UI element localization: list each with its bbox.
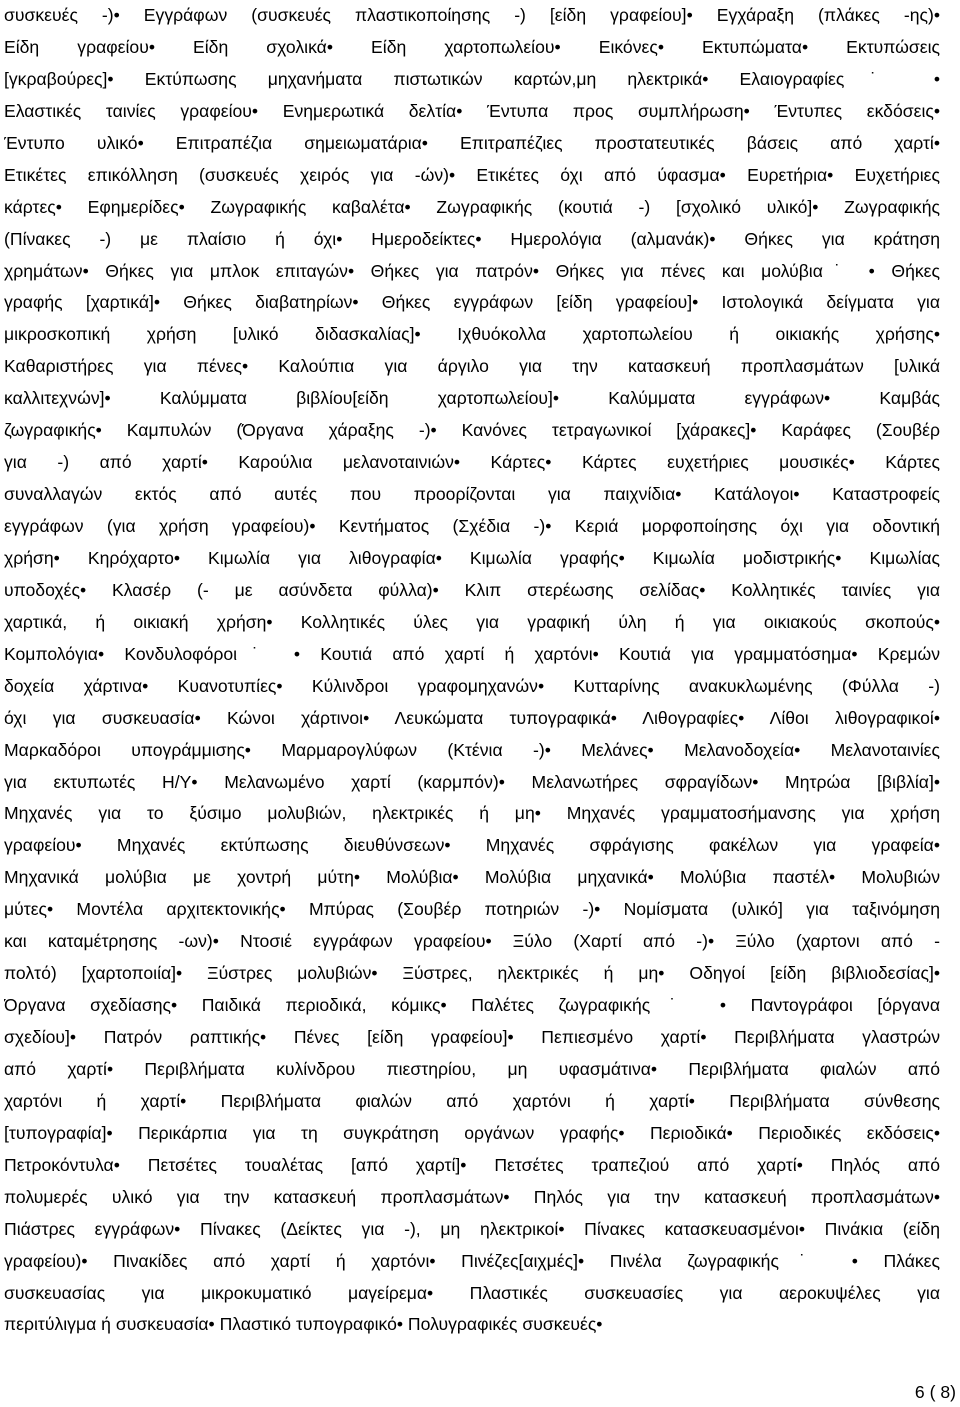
text-line: γραφής [χαρτικά]• Θήκες διαβατηρίων• Θήκες εγγράφων [είδη γραφείου]• Ιστολογικά δείγματα για: [4, 292, 940, 313]
text-line: καλλιτεχνών]• Καλύμματα βιβλίου[είδη χαρτοπωλείου]• Καλύμματα εγγράφων• Καμβάς: [4, 388, 940, 409]
page-number: 6 ( 8): [914, 1382, 956, 1402]
text-line: συσκευασίας για μικροκυματικό μαγείρεμα• Πλαστικές συσκευασίες για αεροκυψέλες για: [4, 1282, 940, 1303]
text-line: από χαρτί• Περιβλήματα κυλίνδρου πιεστηρίου, μη υφασμάτινα• Περιβλήματα φιαλών από: [4, 1058, 940, 1079]
text-line: [τυπογραφία]• Περικάρπια για τη συγκράτηση οργάνων γραφής• Περιοδικά• Περιοδικές εκδόσεις•: [4, 1122, 940, 1143]
text-line: Όργανα σχεδίασης• Παιδικά περιοδικά, κόμικς• Παλέτες ζωγραφικής˙ • Παντογράφοι [όργανα: [4, 995, 940, 1016]
text-line: ζωγραφικής• Καμπυλών (Όργανα χάραξης -)• Κανόνες τετραγωνικοί [χάρακες]• Καράφες (Σουβέρ: [4, 420, 940, 441]
text-line: πολυμερές υλικό για την κατασκευή προπλασμάτων• Πηλός για την κατασκευή προπλασμάτων•: [4, 1186, 940, 1207]
text-line: γραφείου• Μηχανές εκτύπωσης διευθύνσεων• Μηχανές σφράγισης φακέλων για γραφεία•: [4, 835, 940, 856]
text-line: γραφείου)• Πινακίδες από χαρτί ή χαρτόνι• Πινέζες[αιχμές]• Πινέλα ζωγραφικής˙ • Πλάκες: [4, 1250, 940, 1271]
text-line: Μαρκαδόροι υπογράμμισης• Μαρμαρογλύφων (Κτένια -)• Μελάνες• Μελανοδοχεία• Μελανοταινίες: [4, 739, 940, 760]
text-line: χρήση• Κηρόχαρτο• Κιμωλία για λιθογραφία• Κιμωλία γραφής• Κιμωλία μοδιστρικής• Κιμωλίας: [4, 547, 940, 568]
text-line: Είδη γραφείου• Είδη σχολικά• Είδη χαρτοπωλείου• Εικόνες• Εκτυπώματα• Εκτυπώσεις: [4, 36, 940, 57]
text-line: [γκραβούρες]• Εκτύπωσης μηχανήματα πιστωτικών καρτών,μη ηλεκτρικά• Ελαιογραφίες˙ •: [4, 68, 940, 89]
text-line: δοχεία χάρτινα• Κυανοτυπίες• Κύλινδροι γραφομηχανών• Κυτταρίνης ανακυκλωμένης (Φύλλα -): [4, 675, 940, 696]
text-line: χαρτικά, ή οικιακή χρήση• Κολλητικές ύλες για γραφική ύλη ή για οικιακούς σκοπούς•: [4, 611, 940, 632]
text-line: Μηχανικά μολύβια με χοντρή μύτη• Μολύβια• Μολύβια μηχανικά• Μολύβια παστέλ• Μολυβιών: [4, 867, 940, 888]
text-line: και καταμέτρησης -ων)• Ντοσιέ εγγράφων γραφείου• Ξύλο (Χαρτί από -)• Ξύλο (χαρτονι από -: [4, 931, 940, 952]
text-line: εγγράφων (για χρήση γραφείου)• Κεντήματος (Σχέδια -)• Κεριά μορφοποίησης όχι για οδοντική: [4, 516, 940, 536]
text-line: για εκτυπωτές Η/Υ• Μελανωμένο χαρτί (καρμπόν)• Μελανωτήρες σφραγίδων• Μητρώα [βιβλία]•: [4, 771, 940, 792]
text-line: μύτες• Μοντέλα αρχιτεκτονικής• Μπύρας (Σουβέρ ποτηριών -)• Νομίσματα (υλικό] για ταξινόμηση: [4, 899, 940, 920]
text-line: περιτύλιγμα ή συσκευασία• Πλαστικό τυπογραφικό• Πολυγραφικές συσκευές•: [4, 1314, 603, 1335]
text-line: υποδοχές• Κλασέρ (- με ασύνδετα φύλλα)• Κλιπ στερέωσης σελίδας• Κολλητικές ταινίες για: [4, 579, 940, 600]
text-line: Έντυπο υλικό• Επιτραπέζια σημειωματάρια• Επιτραπέζιες προστατευτικές βάσεις από χαρτί•: [4, 132, 940, 153]
text-line: Κομπολόγια• Κονδυλοφόροι˙ • Κουτιά από χαρτί ή χαρτόνι• Κουτιά για γραμματόσημα• Κρεμών: [4, 643, 940, 664]
text-line: συναλλαγών εκτός από αυτές που προορίζονται για παιχνίδια• Κατάλογοι• Καταστροφείς: [4, 484, 940, 505]
text-line: Ελαστικές ταινίες γραφείου• Ενημερωτικά δελτία• Έντυπα προς συμπλήρωση• Έντυπες εκδόσεις•: [4, 100, 940, 121]
text-line: (Πίνακες -) με πλαίσιο ή όχι• Ημεροδείκτες• Ημερολόγια (αλμανάκ)• Θήκες για κράτηση: [4, 228, 940, 249]
text-line: μικροσκοπική χρήση [υλικό διδασκαλίας]• Ιχθυόκολλα χαρτοπωλείου ή οικιακής χρήσης•: [4, 324, 940, 345]
text-line: Πιάστρες εγγράφων• Πίνακες (Δείκτες για -), μη ηλεκτρικοί• Πίνακες κατασκευασμένοι• Πινάκια (είδη: [4, 1218, 940, 1239]
text-line: κάρτες• Εφημερίδες• Ζωγραφικής καβαλέτα• Ζωγραφικής (κουτιά -) [σχολικό υλικό]• Ζωγραφικής: [4, 196, 940, 217]
text-line: Πετροκόντυλα• Πετσέτες τουαλέτας [από χαρτί]• Πετσέτες τραπεζιού από χαρτί• Πηλός από: [4, 1154, 940, 1175]
text-line: Μηχανές για το ξύσιμο μολυβιών, ηλεκτρικές ή μη• Μηχανές γραμματοσήμανσης για χρήση: [4, 803, 940, 824]
text-line: Καθαριστήρες για πένες• Καλούπια για άργιλο για την κατασκευή προπλασμάτων [υλικά: [4, 356, 940, 377]
text-line: πολτό) [χαρτοποιία]• Ξύστρες μολυβιών• Ξύστρες, ηλεκτρικές ή μη• Οδηγοί [είδη βιβλιοδεσίας]•: [4, 963, 940, 984]
text-line: χρημάτων• Θήκες για μπλοκ επιταγών• Θήκες για πατρόν• Θήκες για πένες και μολύβια˙ • Θήκες: [4, 260, 940, 281]
text-line: Ετικέτες επικόλληση (συσκευές χειρός για -ών)• Ετικέτες όχι από ύφασμα• Ευρετήρια• Ευχετήριες: [4, 164, 940, 185]
text-line: όχι για συσκευασία• Κώνοι χάρτινοι• Λευκώματα τυπογραφικά• Λιθογραφίες• Λίθοι λιθογραφικοί•: [4, 707, 940, 728]
text-line: για -) από χαρτί• Καρούλια μελανοταινιών• Κάρτες• Κάρτες ευχετήριες μουσικές• Κάρτες: [4, 452, 940, 473]
text-line: χαρτόνι ή χαρτί• Περιβλήματα φιαλών από χαρτόνι ή χαρτί• Περιβλήματα σύνθεσης: [4, 1090, 940, 1111]
text-line: συσκευές -)• Εγγράφων (συσκευές πλαστικοποίησης -) [είδη γραφείου]• Εγχάραξη (πλάκες -ης)•: [4, 5, 940, 25]
document-body: [4, 0, 940, 1341]
text-line: σχεδίου]• Πατρόν ραπτικής• Πένες [είδη γραφείου]• Πεπιεσμένο χαρτί• Περιβλήματα γλαστρών: [4, 1027, 940, 1047]
